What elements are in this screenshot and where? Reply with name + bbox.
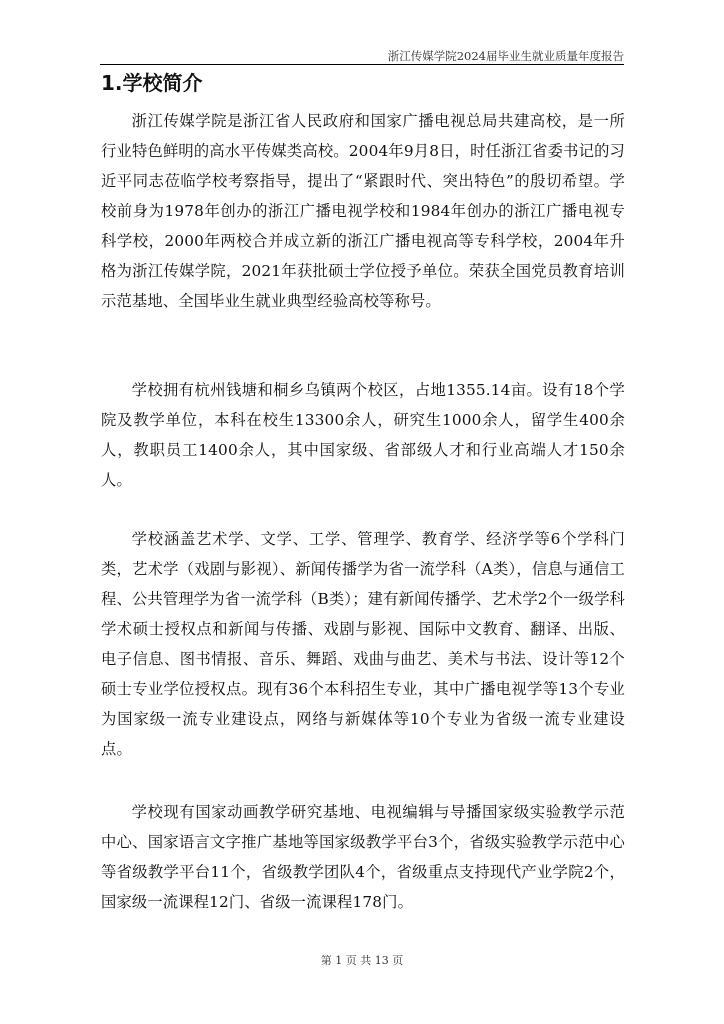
paragraph-campus-scale: 学校拥有杭州钱塘和桐乡乌镇两个校区，占地1355.14亩。设有18个学院及教学单位，本科在校生13300余人，研究生1000余人，留学生400余人，教职员工1400余人，其中国家级、省部级人才和行业高端人才150余人。 xyxy=(101,381,625,489)
paragraph-disciplines: 学校涵盖艺术学、文学、工学、管理学、教育学、经济学等6个学科门类，艺术学（戏剧与影视）、新闻传播学为省一流学科（A类），信息与通信工程、公共管理学为省一流学科（B类）；建有新闻传播学、艺术学2个一级学科学术硕士授权点和新闻与传播、戏剧与影视、国际中文教育、翻译、出版、电子信息、图书情报、音乐、舞蹈、戏曲与曲艺、美术与书法、设计等12个硕士专业学位授权点。现有36个本科招生专业，其中广播电视学等13个专业为国家级一流专业建设点，网络与新媒体等10个专业为省级一流专业建设点。 xyxy=(101,530,625,758)
page-number: 第 1 页 共 13 页 xyxy=(320,954,404,967)
paragraph-teaching-platforms: 学校现有国家动画教学研究基地、电视编辑与导播国家级实验教学示范中心、国家语言文字推广基地等国家级教学平台3个，省级实验教学示范中心等省级教学平台11个，省级教学团队4个，省级重点支持现代产业学院2个，国家级一流课程12门、省级一流课程178门。 xyxy=(101,803,625,911)
running-header: 浙江传媒学院2024届毕业生就业质量年度报告 xyxy=(100,48,624,65)
section-title: 1.学校简介 xyxy=(101,71,203,95)
paragraph-school-overview: 浙江传媒学院是浙江省人民政府和国家广播电视总局共建高校，是一所行业特色鲜明的高水平传媒类高校。2004年9月8日，时任浙江省委书记的习近平同志莅临学校考察指导，提出了“紧跟时代、突出特色”的殷切希望。学校前身为1978年创办的浙江广播电视学校和1984年创办的浙江广播电视专科学校，2000年两校合并成立新的浙江广播电视高等专科学校，2004年升格为浙江传媒学院，2021年获批硕士学位授予单位。荣获全国党员教育培训示范基地、全国毕业生就业典型经验高校等称号。 xyxy=(101,112,625,310)
